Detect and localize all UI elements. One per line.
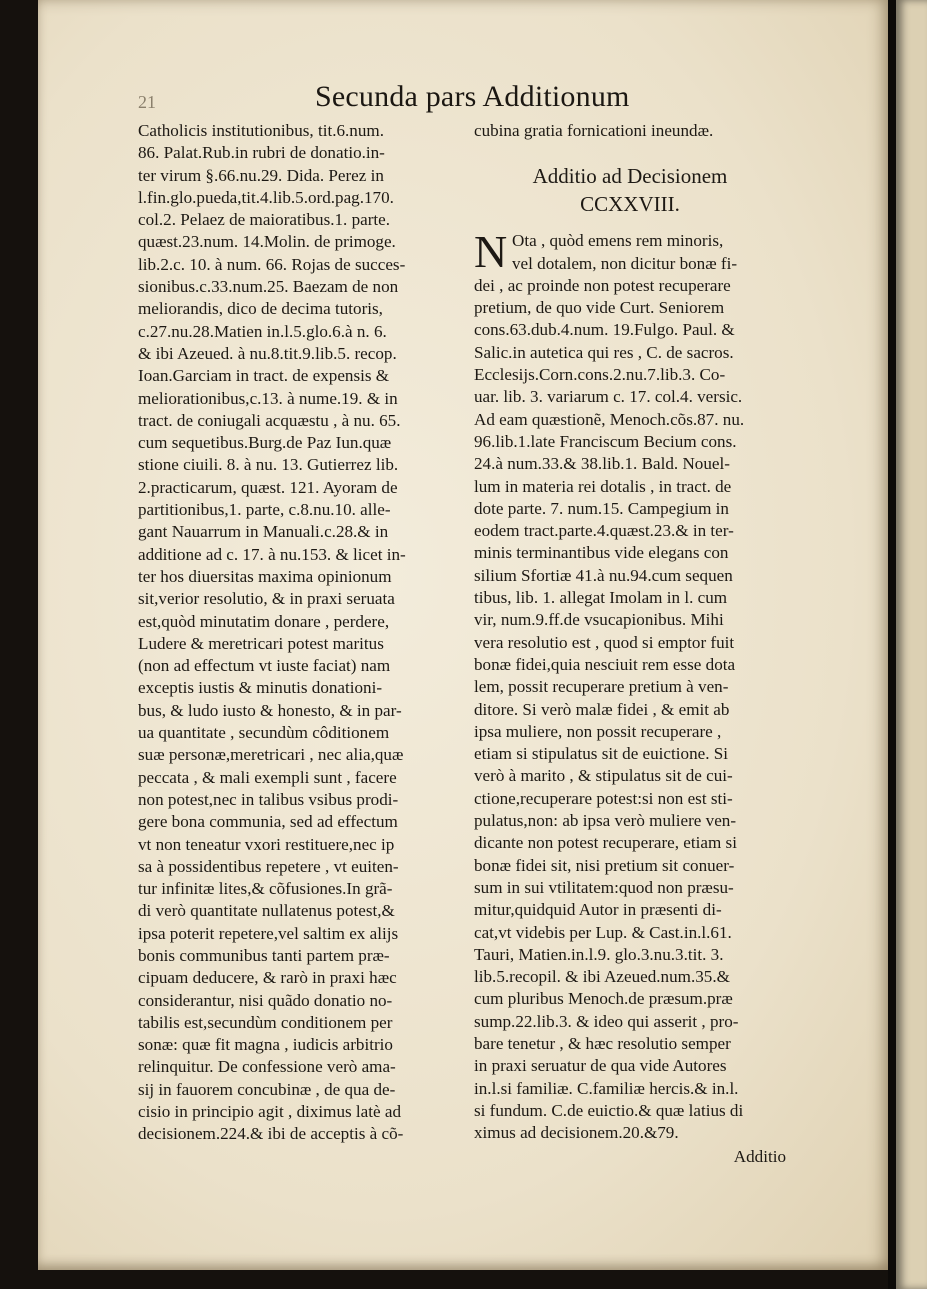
- text-line: Salic.in autetica qui res , C. de sacros.: [474, 342, 734, 362]
- text-line: lib.2.c. 10. à num. 66. Rojas de succes-: [138, 254, 406, 274]
- drop-cap-lines: [474, 226, 786, 278]
- text-line: cum sequetibus.Burg.de Paz Iun.quæ: [138, 433, 392, 453]
- text-line: peccata , & mali exempli sunt , facere: [138, 767, 397, 787]
- text-line: pretium, de quo vide Curt. Seniorem: [474, 298, 725, 318]
- text-line: 24.à num.33.& 38.lib.1. Bald. Nouel-: [474, 454, 730, 474]
- addition-heading: [474, 162, 786, 218]
- text-line: tabilis est,secundùm conditionem per: [138, 1012, 393, 1032]
- text-line: in praxi seruatur de qua vide Autores: [474, 1056, 727, 1076]
- text-line: l.fin.glo.pueda,tit.4.lib.5.ord.pag.170.: [138, 187, 394, 207]
- text-line: decisionem.224.& ibi de acceptis à cõ-: [138, 1124, 404, 1144]
- text-line: sij in fauorem concubinæ , de qua de-: [138, 1079, 396, 1099]
- text-line: 2.practicarum, quæst. 121. Ayoram de: [138, 477, 398, 497]
- text-line: tur infinitæ lites,& cõfusiones.In grã-: [138, 879, 393, 899]
- right-column-continuation: [474, 120, 786, 142]
- text-line: additione ad c. 17. à nu.153. & licet in-: [138, 544, 406, 564]
- text-line: gere bona communia, sed ad effectum: [138, 812, 398, 832]
- text-line: sonæ: quæ fit magna , iudicis arbitrio: [138, 1035, 393, 1055]
- text-line: cum pluribus Menoch.de præsum.præ: [474, 989, 733, 1009]
- text-line: pulatus,non: ab ipsa verò muliere ven-: [474, 811, 737, 831]
- text-line: eodem tract.parte.4.quæst.23.& in ter-: [474, 521, 734, 541]
- text-line: meliorationibus,c.13. à nume.19. & in: [138, 388, 398, 408]
- text-line: uar. lib. 3. variarum c. 17. col.4. versic.: [474, 387, 743, 407]
- text-line: gant Nauarrum in Manuali.c.28.& in: [138, 522, 389, 542]
- text-line: ditore. Si verò malæ fidei , & emit ab: [474, 699, 730, 719]
- page-number: 21: [138, 92, 156, 112]
- text-line: minis terminantibus vide elegans con: [474, 543, 729, 563]
- text-line: tract. de coniugali acquæstu , à nu. 65.: [138, 410, 401, 430]
- text-line: vir, num.9.ff.de vsucapionibus. Mihi: [474, 610, 724, 630]
- text-line: quæst.23.num. 14.Molin. de primoge.: [138, 232, 396, 252]
- text-line: (non ad effectum vt iuste faciat) nam: [138, 656, 391, 676]
- text-line: ter virum §.66.nu.29. Dida. Perez in: [138, 165, 384, 185]
- text-line: sum in sui vtilitatem:quod non præsu-: [474, 877, 734, 897]
- text-line: Ioan.Garciam in tract. de expensis &: [138, 366, 390, 386]
- text-line: cat,vt videbis per Lup. & Cast.in.l.61.: [474, 922, 732, 942]
- text-line: Catholicis institutionibus, tit.6.num.: [138, 121, 384, 140]
- text-line: lem, possit recuperare pretium à ven-: [474, 677, 729, 697]
- text-line: ipsa poterit repetere,vel saltim ex alijs: [138, 923, 399, 943]
- text-line: est,quòd minutatim donare , perdere,: [138, 611, 390, 631]
- text-line: sit,verior resolutio, & in praxi seruata: [138, 589, 395, 609]
- text-line: dote parte. 7. num.15. Campegium in: [474, 498, 729, 518]
- text-line: & ibi Azeued. à nu.8.tit.9.lib.5. recop.: [138, 343, 397, 363]
- text-line: 96.lib.1.late Franciscum Becium cons.: [474, 431, 737, 451]
- right-column: [474, 120, 786, 1169]
- addition-heading-title: Additio ad Decisionem: [532, 164, 728, 189]
- text-line: Ota , quòd emens rem minoris,: [512, 231, 724, 251]
- text-line: vel dotalem, non dicitur bonæ fi-: [512, 253, 738, 273]
- text-line: relinquitur. De confessione verò ama-: [138, 1057, 396, 1077]
- text-line: vt non teneatur vxori restituere,nec ip: [138, 834, 395, 854]
- catchword: Additio: [733, 1147, 786, 1167]
- text-line: dicante non potest recuperare, etiam si: [474, 833, 737, 853]
- addition-heading-number: CCXXVIII.: [580, 192, 680, 217]
- text-line: cisio in principio agit , diximus latè ad: [138, 1102, 402, 1122]
- text-line: sump.22.lib.3. & ideo qui asserit , pro-: [474, 1011, 739, 1031]
- text-line: tibus, lib. 1. allegat Imolam in l. cum: [474, 588, 728, 608]
- text-line: verò à marito , & stipulatus sit de cui-: [474, 766, 733, 786]
- text-line: ximus ad decisionem.20.&79.: [474, 1123, 679, 1143]
- text-line: si fundum. C.de euictio.& quæ latius di: [474, 1100, 744, 1120]
- left-column: [138, 120, 450, 1146]
- text-line: silium Sfortiæ 41.à nu.94.cum sequen: [474, 565, 733, 585]
- text-line: etiam si stipulatus sit de euictione. Si: [474, 744, 729, 764]
- text-line: lib.5.recopil. & ibi Azeued.num.35.&: [474, 967, 730, 987]
- text-line: partitionibus,1. parte, c.8.nu.10. alle-: [138, 500, 391, 520]
- text-line: in.l.si familiæ. C.familiæ hercis.& in.l.: [474, 1078, 739, 1098]
- text-line: dei , ac proinde non potest recuperare: [474, 275, 731, 295]
- text-line: ctione,recuperare potest:si non est sti-: [474, 788, 733, 808]
- text-line: stione ciuili. 8. à nu. 13. Gutierrez lib.: [138, 455, 399, 475]
- addition-text: [474, 275, 786, 1145]
- text-line: cipuam deducere, & rarò in praxi hæc: [138, 968, 397, 988]
- text-line: Ludere & meretricari potest maritus: [138, 633, 384, 653]
- text-line: ter hos diuersitas maxima opinionum: [138, 566, 392, 586]
- text-line: cubina gratia fornicationi ineundæ.: [474, 121, 714, 140]
- text-line: di verò quantitate nullatenus potest,&: [138, 901, 395, 921]
- text-line: ua quantitate , secundùm côditionem: [138, 723, 390, 743]
- text-line: bus, & ludo iusto & honesto, & in par-: [138, 700, 402, 720]
- text-line: sa à possidentibus repetere , vt euiten-: [138, 856, 399, 876]
- text-line: c.27.nu.28.Matien in.l.5.glo.6.à n. 6.: [138, 321, 387, 341]
- facing-page-edge: [896, 0, 927, 1289]
- text-line: Tauri, Matien.in.l.9. glo.3.nu.3.tit. 3.: [474, 944, 724, 964]
- addition-body: [474, 226, 786, 1168]
- text-line: bonis communibus tanti partem præ-: [138, 945, 390, 965]
- text-line: bare tenetur , & hæc resolutio semper: [474, 1033, 731, 1053]
- text-line: col.2. Pelaez de maioratibus.1. parte.: [138, 210, 391, 230]
- text-line: considerantur, nisi quãdo donatio no-: [138, 990, 393, 1010]
- running-head: Secunda pars Additionum: [315, 80, 630, 113]
- text-line: cons.63.dub.4.num. 19.Fulgo. Paul. &: [474, 320, 735, 340]
- text-line: lum in materia rei dotalis , in tract. de: [474, 476, 732, 496]
- text-line: bonæ fidei,quia nesciuit rem esse dota: [474, 654, 736, 674]
- text-line: suæ personæ,meretricari , nec alia,quæ: [138, 745, 404, 765]
- text-line: vera resolutio est , quod si emptor fuit: [474, 632, 735, 652]
- text-line: 86. Palat.Rub.in rubri de donatio.in-: [138, 143, 385, 163]
- text-line: bonæ fidei sit, nisi pretium sit conuer-: [474, 855, 735, 875]
- text-line: ipsa muliere, non possit recuperare ,: [474, 721, 722, 741]
- text-line: exceptis iustis & minutis donationi-: [138, 678, 383, 698]
- text-line: mitur,quidquid Autor in præsenti di-: [474, 900, 722, 920]
- text-line: Ecclesijs.Corn.cons.2.nu.7.lib.3. Co-: [474, 365, 726, 385]
- drop-cap: N: [474, 226, 508, 278]
- text-line: non potest,nec in talibus vsibus prodi-: [138, 789, 399, 809]
- text-line: meliorandis, dico de decima tutoris,: [138, 299, 383, 319]
- text-line: Ad eam quæstionẽ, Menoch.cõs.87. nu.: [474, 409, 745, 429]
- text-line: sionibus.c.33.num.25. Baezam de non: [138, 277, 399, 297]
